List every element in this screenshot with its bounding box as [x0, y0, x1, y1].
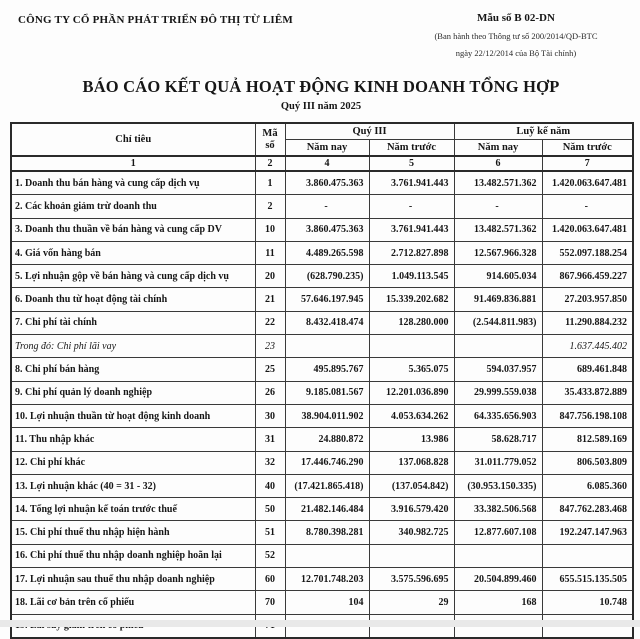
- row-label: 8. Chi phí bán hàng: [11, 358, 255, 381]
- cell-quarter-current: 104: [285, 591, 369, 614]
- cell-ytd-current: -: [454, 195, 542, 218]
- row-code: 23: [255, 335, 285, 358]
- cell-quarter-prior: [369, 544, 454, 567]
- cell-ytd-current: 33.382.506.568: [454, 498, 542, 521]
- row-code: 60: [255, 568, 285, 591]
- row-label: 16. Chi phí thuế thu nhập doanh nghiệp hoãn lại: [11, 544, 255, 567]
- cell-ytd-current: 914.605.034: [454, 265, 542, 288]
- cell-quarter-prior: 137.068.828: [369, 451, 454, 474]
- table-row: [11, 381, 633, 404]
- cell-ytd-prior: 552.097.188.254: [542, 241, 633, 264]
- row-label: 10. Lợi nhuận thuần từ hoạt động kinh doanh: [11, 404, 255, 427]
- cell-ytd-current: [454, 335, 542, 358]
- cell-quarter-prior: 340.982.725: [369, 521, 454, 544]
- form-info-block: [400, 12, 632, 58]
- report-table-body: [11, 171, 633, 638]
- cell-quarter-prior: 3.761.941.443: [369, 171, 454, 195]
- cell-quarter-current: [285, 335, 369, 358]
- row-code: 51: [255, 521, 285, 544]
- cell-ytd-prior: 806.503.809: [542, 451, 633, 474]
- cell-quarter-current: 24.880.872: [285, 428, 369, 451]
- row-label: 15. Chi phí thuế thu nhập hiện hành: [11, 521, 255, 544]
- table-row: [11, 568, 633, 591]
- cell-quarter-prior: -: [369, 195, 454, 218]
- row-label: 1. Doanh thu bán hàng và cung cấp dịch vụ: [11, 171, 255, 195]
- cell-ytd-current: (30.953.150.335): [454, 474, 542, 497]
- row-code: 11: [255, 241, 285, 264]
- company-name: CÔNG TY CỔ PHẦN PHÁT TRIỂN ĐÔ THỊ TỪ LIÊM: [18, 14, 293, 26]
- col-number-7: 7: [542, 156, 633, 171]
- cell-quarter-current: (628.790.235): [285, 265, 369, 288]
- cell-quarter-prior: (137.054.842): [369, 474, 454, 497]
- cell-quarter-current: 17.446.746.290: [285, 451, 369, 474]
- row-label: 17. Lợi nhuận sau thuế thu nhập doanh nghiệp: [11, 568, 255, 591]
- cell-quarter-prior: 29: [369, 591, 454, 614]
- table-row: [11, 335, 633, 358]
- cell-ytd-current: 12.877.607.108: [454, 521, 542, 544]
- row-label: 6. Doanh thu từ hoạt động tài chính: [11, 288, 255, 311]
- cell-ytd-current: [454, 544, 542, 567]
- row-code: 50: [255, 498, 285, 521]
- cell-quarter-current: 9.185.081.567: [285, 381, 369, 404]
- row-code: 32: [255, 451, 285, 474]
- cell-quarter-prior: 2.712.827.898: [369, 241, 454, 264]
- cell-quarter-current: 21.482.146.484: [285, 498, 369, 521]
- cell-quarter-prior: 15.339.202.682: [369, 288, 454, 311]
- header-quarter-group: Quý III: [285, 123, 454, 140]
- cell-quarter-current: 8.432.418.474: [285, 311, 369, 334]
- cell-ytd-current: 13.482.571.362: [454, 171, 542, 195]
- row-code: 10: [255, 218, 285, 241]
- form-number: Mẫu số B 02-DN: [477, 12, 555, 24]
- cell-ytd-prior: 10.748: [542, 591, 633, 614]
- row-code: 1: [255, 171, 285, 195]
- table-row: [11, 265, 633, 288]
- cell-quarter-current: 12.701.748.203: [285, 568, 369, 591]
- row-label: 13. Lợi nhuận khác (40 = 31 - 32): [11, 474, 255, 497]
- cell-ytd-prior: 867.966.459.227: [542, 265, 633, 288]
- cell-quarter-prior: 3.916.579.420: [369, 498, 454, 521]
- page-bottom-edge: [0, 620, 640, 627]
- document-header: [10, 12, 632, 58]
- cell-ytd-current: 31.011.779.052: [454, 451, 542, 474]
- row-code: 22: [255, 311, 285, 334]
- cell-ytd-prior: 192.247.147.963: [542, 521, 633, 544]
- col-number-1: 1: [11, 156, 255, 171]
- form-note-line1: (Ban hành theo Thông tư số 200/2014/QD-BTC: [434, 31, 598, 41]
- table-header: [11, 123, 633, 171]
- row-code: 52: [255, 544, 285, 567]
- row-label: 18. Lãi cơ bản trên cổ phiếu: [11, 591, 255, 614]
- cell-ytd-prior: 812.589.169: [542, 428, 633, 451]
- cell-quarter-current: 495.895.767: [285, 358, 369, 381]
- table-row: [11, 451, 633, 474]
- cell-ytd-prior: 655.515.135.505: [542, 568, 633, 591]
- cell-ytd-prior: -: [542, 195, 633, 218]
- col-number-4: 4: [285, 156, 369, 171]
- table-row: [11, 288, 633, 311]
- cell-ytd-prior: 35.433.872.889: [542, 381, 633, 404]
- cell-quarter-current: -: [285, 195, 369, 218]
- table-row: [11, 428, 633, 451]
- row-label: 3. Doanh thu thuần về bán hàng và cung cấp DV: [11, 218, 255, 241]
- cell-ytd-current: 594.037.957: [454, 358, 542, 381]
- cell-quarter-prior: 5.365.075: [369, 358, 454, 381]
- cell-ytd-prior: 689.461.848: [542, 358, 633, 381]
- cell-ytd-prior: 847.762.283.468: [542, 498, 633, 521]
- cell-ytd-prior: 847.756.198.108: [542, 404, 633, 427]
- table-row: [11, 474, 633, 497]
- table-row: [11, 544, 633, 567]
- header-q-nam-nay: Năm nay: [285, 140, 369, 157]
- row-label: 5. Lợi nhuận gộp về bán hàng và cung cấp dịch vụ: [11, 265, 255, 288]
- row-label: 9. Chi phí quản lý doanh nghiệp: [11, 381, 255, 404]
- row-code: 25: [255, 358, 285, 381]
- cell-ytd-prior: [542, 544, 633, 567]
- col-number-5: 5: [369, 156, 454, 171]
- row-code: 40: [255, 474, 285, 497]
- row-code: 70: [255, 591, 285, 614]
- cell-quarter-prior: 4.053.634.262: [369, 404, 454, 427]
- cell-quarter-current: 8.780.398.281: [285, 521, 369, 544]
- row-label: 2. Các khoản giảm trừ doanh thu: [11, 195, 255, 218]
- col-number-2: 2: [255, 156, 285, 171]
- header-ma-so: Mã số: [255, 123, 285, 156]
- cell-quarter-current: (17.421.865.418): [285, 474, 369, 497]
- row-label: 12. Chi phí khác: [11, 451, 255, 474]
- cell-ytd-prior: 11.290.884.232: [542, 311, 633, 334]
- cell-quarter-current: 4.489.265.598: [285, 241, 369, 264]
- cell-quarter-prior: 12.201.036.890: [369, 381, 454, 404]
- row-code: 20: [255, 265, 285, 288]
- row-label: 11. Thu nhập khác: [11, 428, 255, 451]
- row-label: 4. Giá vốn hàng bán: [11, 241, 255, 264]
- cell-ytd-prior: 27.203.957.850: [542, 288, 633, 311]
- cell-quarter-current: 57.646.197.945: [285, 288, 369, 311]
- row-label: Trong đó: Chi phí lãi vay: [11, 335, 255, 358]
- cell-ytd-current: 13.482.571.362: [454, 218, 542, 241]
- row-code: 21: [255, 288, 285, 311]
- income-statement-table: [10, 122, 634, 639]
- cell-ytd-current: (2.544.811.983): [454, 311, 542, 334]
- cell-ytd-current: 29.999.559.038: [454, 381, 542, 404]
- table-row: [11, 241, 633, 264]
- cell-ytd-current: 168: [454, 591, 542, 614]
- table-row: [11, 218, 633, 241]
- cell-ytd-prior: 1.420.063.647.481: [542, 171, 633, 195]
- row-code: 30: [255, 404, 285, 427]
- row-label: 7. Chi phí tài chính: [11, 311, 255, 334]
- table-row: [11, 311, 633, 334]
- cell-quarter-prior: 13.986: [369, 428, 454, 451]
- cell-ytd-current: 20.504.899.460: [454, 568, 542, 591]
- cell-quarter-prior: 3.575.596.695: [369, 568, 454, 591]
- cell-quarter-current: 3.860.475.363: [285, 218, 369, 241]
- report-title: BÁO CÁO KẾT QUẢ HOẠT ĐỘNG KINH DOANH TỔNG HỢP: [82, 77, 560, 96]
- cell-quarter-prior: 1.049.113.545: [369, 265, 454, 288]
- header-q-nam-truoc: Năm trước: [369, 140, 454, 157]
- row-code: 2: [255, 195, 285, 218]
- cell-quarter-current: [285, 544, 369, 567]
- report-period: Quý III năm 2025: [280, 101, 362, 112]
- cell-ytd-current: 58.628.717: [454, 428, 542, 451]
- row-label: 14. Tổng lợi nhuận kế toán trước thuế: [11, 498, 255, 521]
- cell-quarter-prior: [369, 335, 454, 358]
- row-code: 31: [255, 428, 285, 451]
- cell-quarter-prior: 128.280.000: [369, 311, 454, 334]
- row-code: 26: [255, 381, 285, 404]
- cell-ytd-prior: 1.420.063.647.481: [542, 218, 633, 241]
- header-y-nam-nay: Năm nay: [454, 140, 542, 157]
- cell-quarter-current: 3.860.475.363: [285, 171, 369, 195]
- table-row: [11, 521, 633, 544]
- cell-ytd-prior: 1.637.445.402: [542, 335, 633, 358]
- form-note-line2: ngày 22/12/2014 của Bộ Tài chính): [455, 48, 577, 58]
- cell-quarter-current: 38.904.011.902: [285, 404, 369, 427]
- table-row: [11, 195, 633, 218]
- col-number-6: 6: [454, 156, 542, 171]
- header-chi-tieu: Chỉ tiêu: [11, 123, 255, 156]
- table-row: [11, 404, 633, 427]
- table-row: [11, 171, 633, 195]
- cell-quarter-prior: 3.761.941.443: [369, 218, 454, 241]
- header-y-nam-truoc: Năm trước: [542, 140, 633, 157]
- cell-ytd-current: 64.335.656.903: [454, 404, 542, 427]
- header-ytd-group: Luỹ kế năm: [454, 123, 633, 140]
- table-row: [11, 498, 633, 521]
- cell-ytd-current: 91.469.836.881: [454, 288, 542, 311]
- table-row: [11, 591, 633, 614]
- cell-ytd-prior: 6.085.360: [542, 474, 633, 497]
- cell-ytd-current: 12.567.966.328: [454, 241, 542, 264]
- table-row: [11, 358, 633, 381]
